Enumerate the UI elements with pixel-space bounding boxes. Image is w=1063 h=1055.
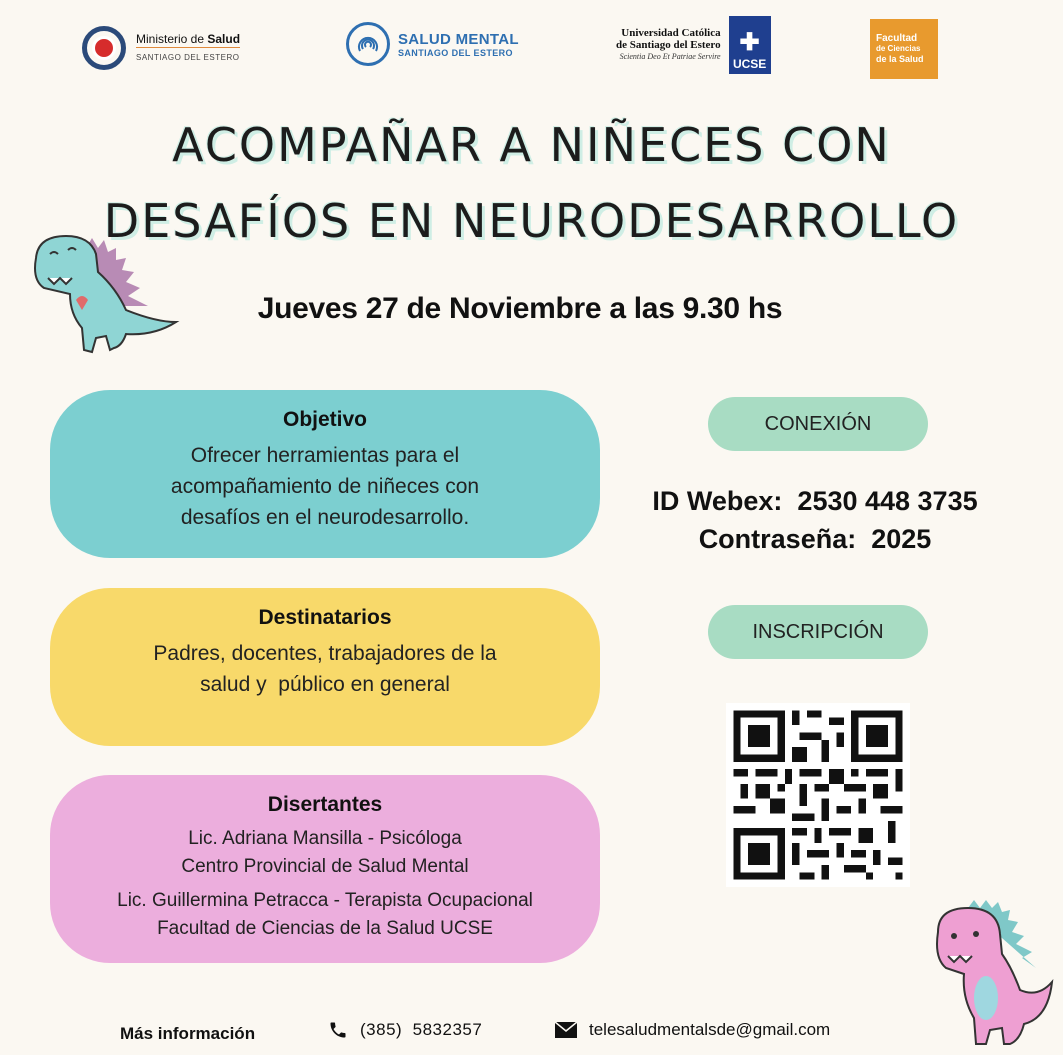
salud-mental-sub: SANTIAGO DEL ESTERO bbox=[398, 47, 513, 58]
ministerio-bold: Salud bbox=[207, 31, 241, 46]
ministerio-salud-logo bbox=[82, 26, 240, 70]
footer-phone[interactable] bbox=[328, 1020, 482, 1040]
webex-id: ID Webex: 2530 448 3735 bbox=[652, 486, 978, 516]
ministerio-sub: SANTIAGO DEL ESTERO bbox=[136, 47, 240, 65]
title-line-1: ACOMPAÑAR A NIÑECES CON bbox=[172, 118, 891, 172]
speaker-1-affiliation: Centro Provincial de Salud Mental bbox=[181, 856, 469, 877]
webex-password: Contraseña: 2025 bbox=[698, 524, 932, 554]
destinatarios-line: Padres, docentes, trabajadores de la bbox=[153, 642, 497, 665]
pink-dinosaur-illustration bbox=[928, 898, 1058, 1048]
facultad-line1: Facultad bbox=[876, 33, 918, 44]
salud-mental-logo bbox=[346, 22, 519, 66]
inscripcion-tag: INSCRIPCIÓN bbox=[708, 605, 928, 659]
destinatarios-heading: Destinatarios bbox=[258, 606, 392, 629]
more-info-label: Más información bbox=[120, 1024, 256, 1043]
ucse-line2: de Santiago del Estero bbox=[616, 39, 721, 51]
footer-email[interactable] bbox=[555, 1020, 830, 1040]
ucse-line1: Universidad Católica bbox=[621, 27, 721, 39]
ucse-motto: Scientia Deo Et Patriae Servire bbox=[619, 52, 721, 61]
facultad-line2: de Ciencias bbox=[876, 44, 921, 53]
ucse-badge: UCSE bbox=[732, 57, 767, 71]
facultad-line3: de la Salud bbox=[876, 54, 924, 64]
disertantes-heading: Disertantes bbox=[267, 793, 383, 816]
objetivo-card bbox=[50, 390, 600, 558]
objetivo-line: Ofrecer herramientas para el bbox=[190, 444, 460, 467]
inscripcion-qr-code[interactable] bbox=[726, 703, 910, 887]
ministerio-prefix: Ministerio de bbox=[136, 31, 205, 46]
destinatarios-line: salud y público en general bbox=[200, 673, 450, 696]
envelope-icon bbox=[555, 1022, 577, 1038]
destinatarios-card bbox=[50, 588, 600, 746]
ucse-shield-icon: ✚ UCSE bbox=[729, 16, 771, 74]
ucse-logo bbox=[616, 16, 771, 74]
title-line-2: DESAFÍOS EN NEURODESARROLLO bbox=[103, 194, 960, 248]
speaker-1-name: Lic. Adriana Mansilla - Psicóloga bbox=[188, 828, 462, 849]
objetivo-line: acompañamiento de niñeces con bbox=[170, 475, 480, 498]
event-date: Jueves 27 de Noviembre a las 9.30 hs bbox=[257, 292, 783, 325]
blue-dinosaur-illustration bbox=[26, 218, 186, 358]
phone-number: (385) 5832357 bbox=[360, 1020, 483, 1039]
salud-mental-emblem-icon bbox=[346, 22, 390, 66]
facultad-logo bbox=[870, 19, 938, 79]
speaker-2-name: Lic. Guillermina Petracca - Terapista Ocupacional bbox=[117, 890, 533, 911]
salud-mental-title: SALUD MENTAL bbox=[398, 30, 519, 48]
email-address: telesaludmentalsde@gmail.com bbox=[589, 1020, 831, 1039]
phone-icon bbox=[328, 1020, 348, 1040]
speaker-2-affiliation: Facultad de Ciencias de la Salud UCSE bbox=[157, 918, 493, 939]
disertantes-card bbox=[50, 775, 600, 963]
objetivo-line: desafíos en el neurodesarrollo. bbox=[180, 506, 470, 529]
conexion-tag: CONEXIÓN bbox=[708, 397, 928, 451]
ministerio-emblem-icon bbox=[82, 26, 126, 70]
objetivo-heading: Objetivo bbox=[282, 408, 367, 431]
